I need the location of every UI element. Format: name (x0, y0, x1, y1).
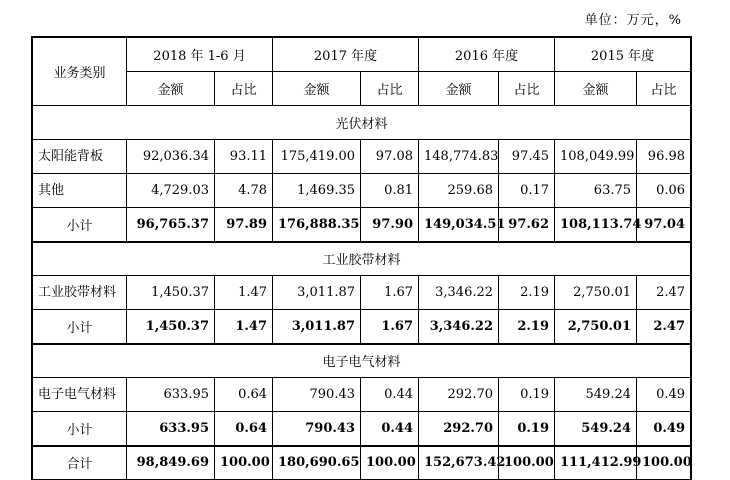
cell-amount: 633.95 (127, 378, 215, 412)
cell-ratio: 0.44 (361, 412, 419, 446)
cell-ratio: 0.19 (499, 412, 555, 446)
cell-ratio: 100.00 (499, 446, 555, 480)
cell-ratio: 0.64 (215, 412, 273, 446)
cell-amount: 1,469.35 (273, 174, 361, 208)
section-title: 光伏材料 (33, 106, 691, 140)
subtotal-row (33, 208, 691, 242)
cell-ratio: 1.67 (361, 276, 419, 310)
period-header: 2017 年度 (273, 38, 419, 72)
cell-amount: 633.95 (127, 412, 215, 446)
unit-note: 单位：万元，% (584, 13, 682, 28)
cell-ratio: 0.49 (637, 378, 691, 412)
period-header: 2015 年度 (555, 38, 691, 72)
table-row (33, 140, 691, 174)
row-name: 小计 (33, 310, 127, 344)
cell-ratio: 100.00 (361, 446, 419, 480)
cell-amount: 148,774.83 (419, 140, 499, 174)
row-name: 电子电气材料 (33, 378, 127, 412)
category-header: 业务类别 (33, 38, 127, 106)
cell-ratio: 2.19 (499, 310, 555, 344)
section-title: 工业胶带材料 (33, 242, 691, 276)
cell-ratio: 1.47 (215, 310, 273, 344)
cell-amount: 176,888.35 (273, 208, 361, 242)
cell-ratio: 1.47 (215, 276, 273, 310)
cell-ratio: 97.45 (499, 140, 555, 174)
cell-amount: 63.75 (555, 174, 637, 208)
cell-ratio: 0.81 (361, 174, 419, 208)
amount-header: 金额 (273, 72, 361, 106)
ratio-header: 占比 (215, 72, 273, 106)
table-row (33, 378, 691, 412)
cell-amount: 149,034.51 (419, 208, 499, 242)
cell-amount: 549.24 (555, 378, 637, 412)
cell-amount: 96,765.37 (127, 208, 215, 242)
cell-ratio: 0.49 (637, 412, 691, 446)
cell-amount: 292.70 (419, 412, 499, 446)
cell-amount: 1,450.37 (127, 276, 215, 310)
business-revenue-table (32, 37, 691, 480)
cell-amount: 4,729.03 (127, 174, 215, 208)
cell-ratio: 100.00 (637, 446, 691, 480)
cell-ratio: 97.90 (361, 208, 419, 242)
cell-amount: 3,011.87 (273, 276, 361, 310)
ratio-header: 占比 (637, 72, 691, 106)
cell-ratio: 93.11 (215, 140, 273, 174)
cell-ratio: 2.47 (637, 310, 691, 344)
amount-header: 金额 (555, 72, 637, 106)
row-name: 小计 (33, 208, 127, 242)
section-title: 电子电气材料 (33, 344, 691, 378)
total-row (33, 446, 691, 480)
row-name: 其他 (33, 174, 127, 208)
section-title-row (33, 344, 691, 378)
row-name: 太阳能背板 (33, 140, 127, 174)
cell-ratio: 100.00 (215, 446, 273, 480)
table-row (33, 276, 691, 310)
cell-ratio: 97.08 (361, 140, 419, 174)
cell-ratio: 0.44 (361, 378, 419, 412)
row-name: 合计 (33, 446, 127, 480)
cell-amount: 259.68 (419, 174, 499, 208)
cell-amount: 2,750.01 (555, 310, 637, 344)
cell-amount: 1,450.37 (127, 310, 215, 344)
row-name: 小计 (33, 412, 127, 446)
section-title-row (33, 106, 691, 140)
cell-amount: 111,412.99 (555, 446, 637, 480)
cell-amount: 98,849.69 (127, 446, 215, 480)
cell-amount: 92,036.34 (127, 140, 215, 174)
cell-ratio: 97.89 (215, 208, 273, 242)
row-name: 工业胶带材料 (33, 276, 127, 310)
header-row-periods (33, 38, 691, 72)
cell-amount: 790.43 (273, 412, 361, 446)
ratio-header: 占比 (361, 72, 419, 106)
section-title-row (33, 242, 691, 276)
table-row (33, 174, 691, 208)
cell-amount: 3,346.22 (419, 310, 499, 344)
cell-amount: 108,049.99 (555, 140, 637, 174)
cell-ratio: 1.67 (361, 310, 419, 344)
amount-header: 金额 (127, 72, 215, 106)
ratio-header: 占比 (499, 72, 555, 106)
period-header: 2018 年 1-6 月 (127, 38, 273, 72)
header-row-columns (33, 72, 691, 106)
cell-ratio: 2.47 (637, 276, 691, 310)
cell-amount: 3,011.87 (273, 310, 361, 344)
cell-amount: 180,690.65 (273, 446, 361, 480)
cell-amount: 175,419.00 (273, 140, 361, 174)
cell-ratio: 0.64 (215, 378, 273, 412)
amount-header: 金额 (419, 72, 499, 106)
cell-ratio: 0.19 (499, 378, 555, 412)
cell-amount: 108,113.74 (555, 208, 637, 242)
cell-ratio: 4.78 (215, 174, 273, 208)
cell-amount: 790.43 (273, 378, 361, 412)
cell-ratio: 0.17 (499, 174, 555, 208)
period-header: 2016 年度 (419, 38, 555, 72)
cell-amount: 3,346.22 (419, 276, 499, 310)
cell-amount: 292.70 (419, 378, 499, 412)
subtotal-row (33, 310, 691, 344)
cell-ratio: 97.04 (637, 208, 691, 242)
subtotal-row (33, 412, 691, 446)
cell-amount: 152,673.42 (419, 446, 499, 480)
cell-ratio: 97.62 (499, 208, 555, 242)
cell-amount: 2,750.01 (555, 276, 637, 310)
cell-ratio: 2.19 (499, 276, 555, 310)
cell-ratio: 0.06 (637, 174, 691, 208)
cell-ratio: 96.98 (637, 140, 691, 174)
cell-amount: 549.24 (555, 412, 637, 446)
